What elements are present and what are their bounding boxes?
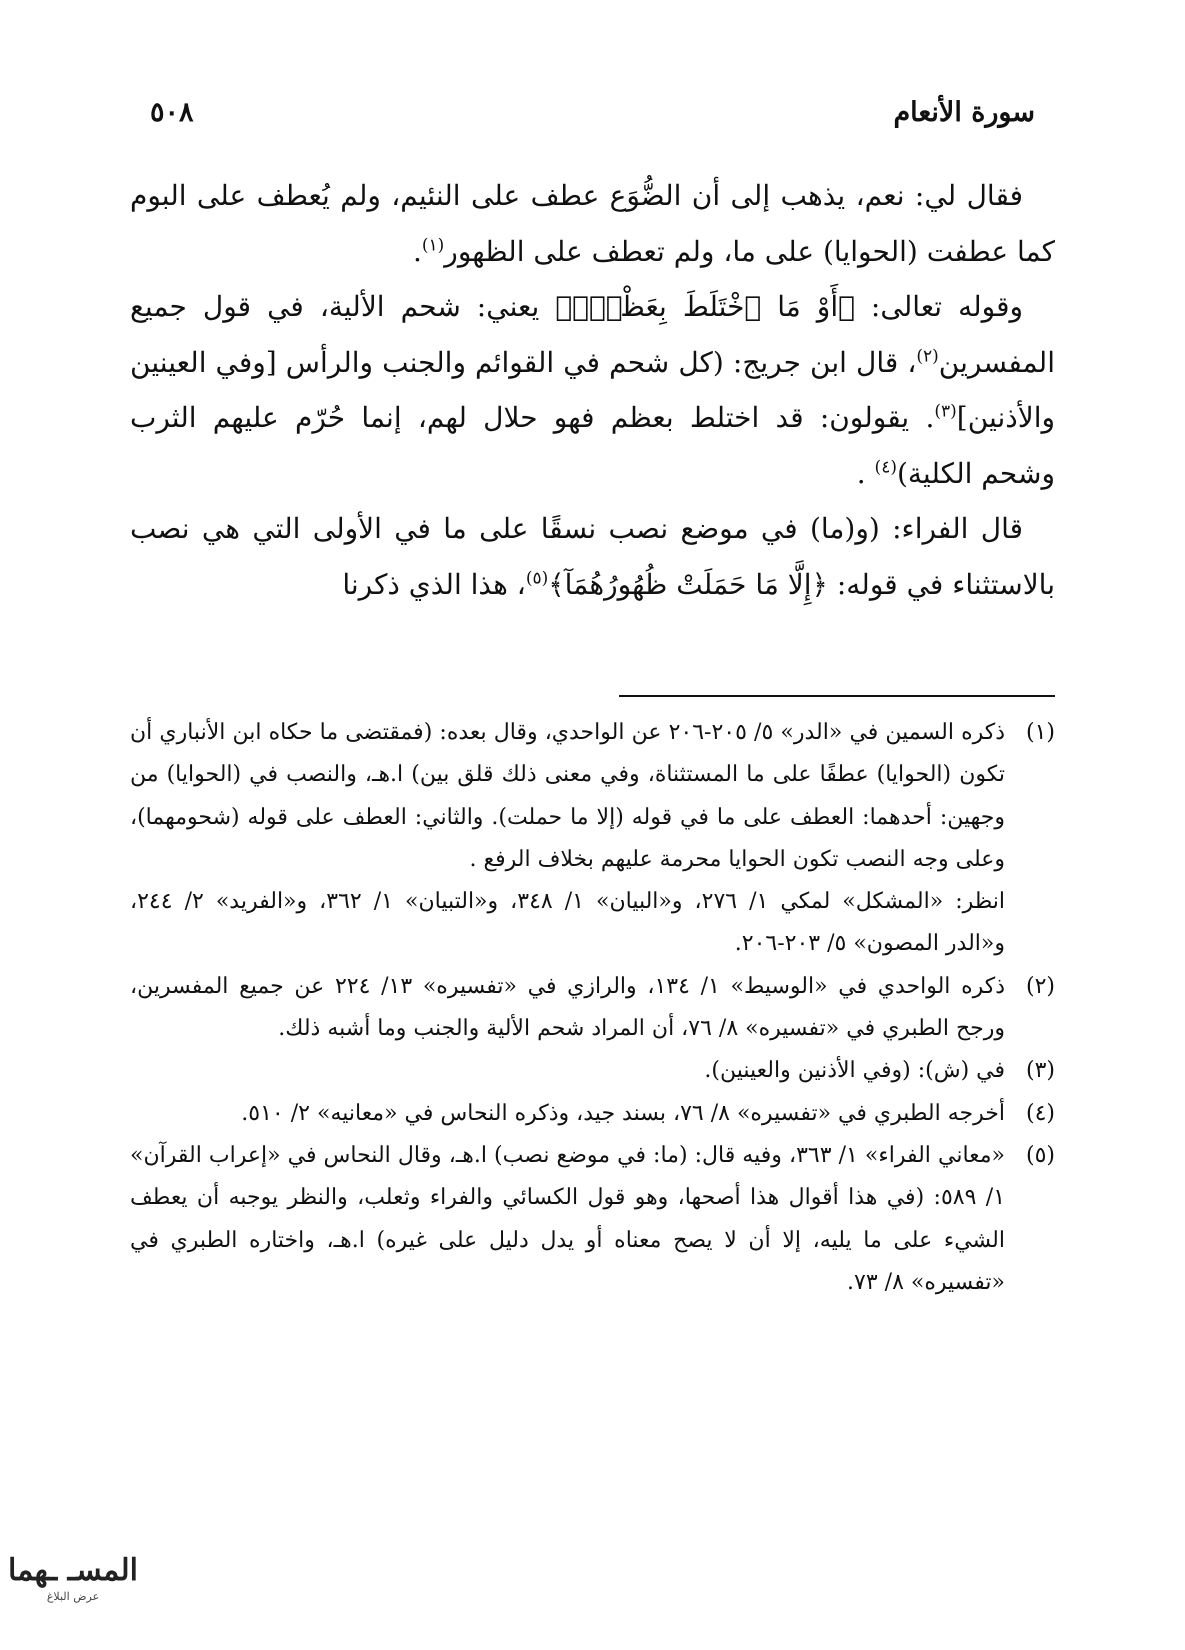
footnote-ref-3: (٣) [934,401,957,422]
footnote-3 [130,1050,1055,1092]
paragraph-3-part-a: قال الفراء: (و(ما) في موضع نصب نسقًا على ما في الأولى التي هي نصب بالاستثناء في قوله: ﴿إِلَّا مَا حَمَلَتْ ظُهُورُهُمَآ﴾ [130,512,1055,601]
footnote-number: (٤) [1025,1100,1055,1126]
watermark-logo [8,1552,138,1618]
footnote-body [130,712,1005,966]
paragraph-1-tail: . [412,234,422,268]
footnote-number: (١) [1025,720,1055,745]
footnote-text: ذكره الواحدي في «الوسيط» ١/ ١٣٤، والرازي في «تفسيره» ١٣/ ٢٢٤ عن جميع المفسرين، ورجح الطبري في «تفسيره» ٨/ ٧٦، أن المراد شحم الألية والجنب وما أشبه ذلك. [130,973,1006,1042]
footnote-ref-2: (٢) [916,346,939,367]
paragraph-1-text: فقال لي: نعم، يذهب إلى أن الضُّوَع عطف على النئيم، ولم يُعطف على البوم كما عطفت (الحوايا) على ما، ولم تعطف على الظهور [130,179,1055,268]
footnote-number: (٥) [1025,1142,1055,1168]
footnote-body [130,1050,1005,1092]
footnote-text: في (ش): (وفي الأذنين والعينين). [704,1058,1005,1084]
footnote-4 [130,1093,1055,1135]
footnote-body [130,1093,1005,1135]
footnote-ref-5: (٥) [525,568,549,589]
paragraph-3-part-b: ، هذا الذي ذكرنا [342,567,526,601]
footnote-number: (٢) [1025,973,1055,999]
footnote-ref-1: (١) [421,235,445,256]
footnotes [130,712,1055,1304]
paragraph-2 [130,279,1055,501]
footnote-text: «معاني الفراء» ١/ ٣٦٣، وفيه قال: (ما: في موضع نصب) ا.هـ، وقال النحاس في «إعراب القرآن» ١/ ٥٨٩: (في هذا أقوال هذا أصحها، وهو قول الكسائي والفراء وثعلب، والنظر يوجبه أن يعطف الشيء على ما يليه، إلا أن لا يصح معناه أو يدل دليل على غيره) ا.هـ، واختاره الطبري في «تفسيره» ٨/ ٧٣. [130,1142,1006,1295]
main-text [130,168,1055,612]
footnote-body [130,1135,1005,1304]
footnote-2 [130,966,1055,1051]
surah-title: سورة الأنعام [893,96,1035,128]
footnote-text: أخرجه الطبري في «تفسيره» ٨/ ٧٦، بسند جيد، وذكره النحاس في «معانيه» ٢/ ٥١٠. [241,1100,1005,1126]
paragraph-3 [130,501,1055,612]
footnote-text: ذكره السمين في «الدر» ٥/ ٢٠٥-٢٠٦ عن الواحدي، وقال بعده: (فمقتضى ما حكاه ابن الأنباري أن تكون (الحوايا) عطفًا على ما المستثناة، وفي معنى ذلك قلق بين) ا.هـ، والنصب في (الحوايا) من وجهين: أحدهما: العطف على ما في قوله (إلا ما حملت). والثاني: العطف على قوله (شحومهما)، وعلى وجه النصب تكون الحوايا محرمة عليهم بخلاف الرفع . [130,720,1006,872]
footnote-1 [130,712,1055,966]
logo-sub-text: عرض البلاغ [46,1590,100,1603]
footnote-5 [130,1135,1055,1304]
footnote-separator [619,695,1055,697]
footnote-number: (٣) [1025,1058,1055,1084]
paragraph-2-part-b: ، قال ابن جريج: (كل شحم في القوائم والجنب والرأس [وفي العينين والأذنين] [130,345,1055,434]
paragraph-2-part-c: . يقولون: قد اختلط بعظم فهو حلال لهم، إنما حُرّم عليهم الثرب وشحم الكلية) [130,401,1055,490]
paragraph-2-part-d: . [856,456,875,490]
page-number: ٥٠٨ [150,96,194,128]
paragraph-1 [130,168,1055,279]
logo-main-text: المسـ ـهما [8,1553,138,1588]
footnote-ref-4: (٤) [874,457,897,478]
footnote-body [130,966,1005,1051]
footnote-text: انظر: «المشكل» لمكي ١/ ٢٧٦، و«البيان» ١/ ٣٤٨، و«التبيان» ١/ ٣٦٢، و«الفريد» ٢/ ٢٤٤، و«الدر المصون» ٥/ ٢٠٣-٢٠٦. [130,889,1006,957]
paragraph-2-part-a: وقوله تعالى: ﴿أَوْ مَا ٱخْتَلَطَ بِعَظْمٍۚ﴾ يعني: شحم الألية، في قول جميع المفسرين [130,290,1055,379]
running-header [150,92,1035,132]
